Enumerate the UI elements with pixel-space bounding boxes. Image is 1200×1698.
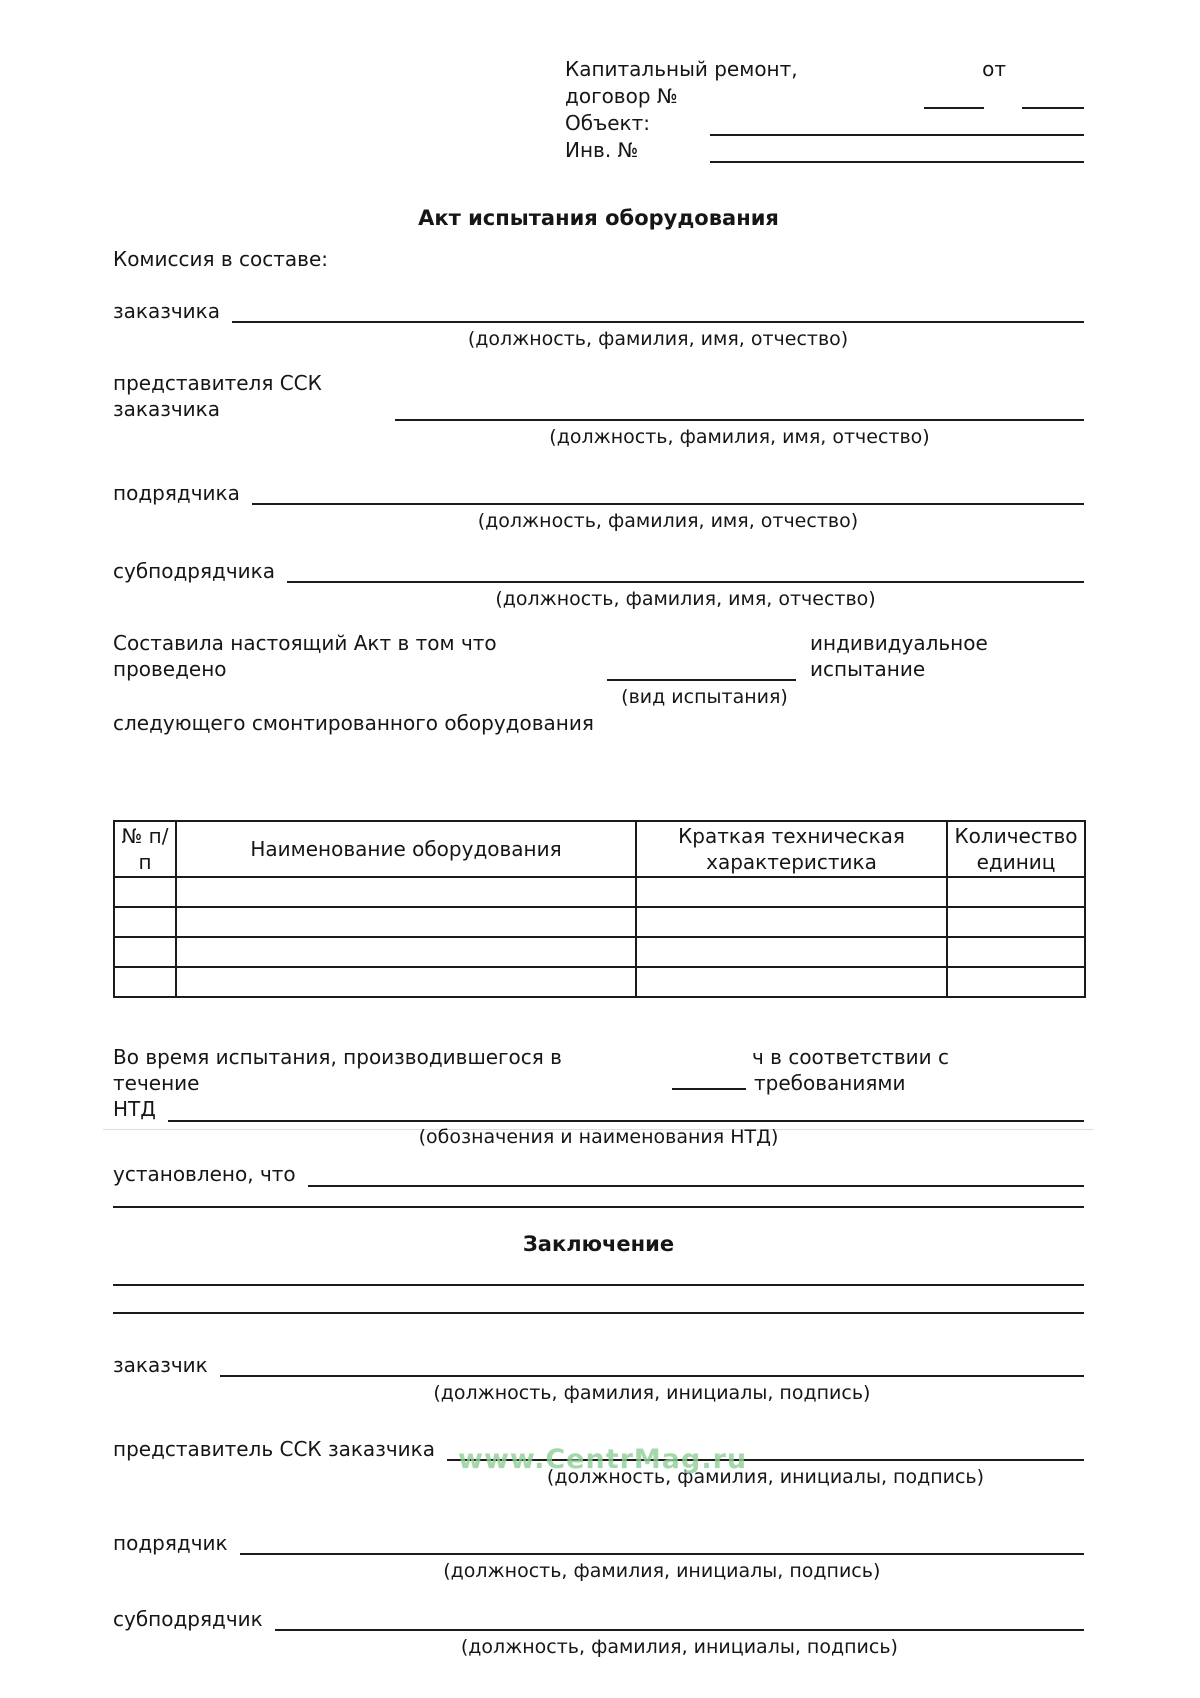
ntd-row — [113, 1096, 1084, 1123]
conditions-line1-left: Во время испытания, производившегося в — [113, 1045, 562, 1069]
table-cell[interactable] — [636, 907, 947, 937]
ssk-representative-label — [113, 370, 383, 422]
signature-customer-blank[interactable] — [220, 1375, 1084, 1377]
conditions-line2-left: течение — [113, 1071, 200, 1095]
table-cell[interactable] — [176, 967, 636, 997]
established-label: установлено, что — [113, 1162, 296, 1186]
field-subcontractor — [113, 558, 1084, 612]
table-cell[interactable] — [947, 967, 1085, 997]
repair-type-label: Капитальный ремонт, — [565, 57, 798, 81]
object-blank[interactable] — [710, 134, 1084, 136]
signature-caption: (должность, фамилия, инициалы, подпись) — [460, 1636, 898, 1658]
table-cell[interactable] — [176, 907, 636, 937]
ssk-label-line2: заказчика — [113, 397, 221, 421]
ntd-caption: (обозначения и наименования НТД) — [418, 1126, 779, 1148]
table-cell[interactable] — [114, 907, 176, 937]
field-ssk-representative — [113, 370, 1084, 450]
statement-line2-right: испытание — [810, 657, 926, 681]
table-row — [114, 877, 1085, 907]
signature-contractor-blank[interactable] — [240, 1553, 1084, 1555]
fio-caption: (должность, фамилия, имя, отчество) — [495, 588, 876, 610]
subcontractor-name-blank[interactable] — [287, 581, 1084, 583]
watermark: www.CentrMag.ru — [458, 1444, 748, 1475]
equipment-table — [113, 820, 1086, 998]
table-cell[interactable] — [947, 937, 1085, 967]
commission-intro: Комиссия в составе: — [113, 247, 329, 271]
page-title: Акт испытания оборудования — [418, 206, 779, 230]
established-blank[interactable] — [308, 1185, 1084, 1187]
header-row-object — [565, 110, 1084, 137]
table-cell[interactable] — [114, 967, 176, 997]
table-cell[interactable] — [114, 877, 176, 907]
table-cell[interactable] — [176, 937, 636, 967]
statement-line1-left: Составила настоящий Акт в том что — [113, 631, 497, 655]
conclusion-heading: Заключение — [522, 1232, 675, 1256]
duration-hours-blank[interactable] — [672, 1085, 746, 1090]
following-equipment-line: следующего смонтированного оборудования — [113, 711, 594, 735]
statement-section — [113, 630, 1084, 710]
header-row-inventory — [565, 137, 1084, 164]
inventory-number-label: Инв. № — [565, 138, 639, 162]
contract-label: договор № — [565, 84, 678, 108]
signature-contractor — [113, 1530, 1084, 1584]
conclusion-line-blank[interactable] — [113, 1312, 1084, 1314]
contractor-label: подрядчика — [113, 481, 240, 505]
table-row — [114, 907, 1085, 937]
table-cell[interactable] — [947, 907, 1085, 937]
col-header-equipment-name: Наименование оборудования — [176, 821, 636, 877]
ssk-representative-name-blank[interactable] — [395, 419, 1084, 421]
signature-customer — [113, 1352, 1084, 1406]
signature-caption: (должность, фамилия, инициалы, подпись) — [443, 1560, 881, 1582]
statement-line1-right: индивидуальное — [810, 631, 988, 655]
customer-label: заказчика — [113, 299, 221, 323]
ntd-label: НТД — [113, 1097, 156, 1121]
fio-caption: (должность, фамилия, имя, отчество) — [477, 510, 859, 532]
table-cell[interactable] — [176, 877, 636, 907]
table-row — [114, 967, 1085, 997]
test-type-blank[interactable] — [607, 679, 796, 681]
contract-number-blank[interactable] — [924, 107, 984, 109]
fio-caption: (должность, фамилия, имя, отчество) — [549, 426, 930, 448]
col-header-unit-count: Количество единиц — [947, 821, 1085, 877]
signature-ssk-representative — [113, 1436, 1084, 1490]
test-conditions-section — [113, 1044, 1084, 1096]
requirements-label: требованиями — [754, 1071, 906, 1095]
signature-ssk-blank[interactable] — [447, 1459, 1084, 1461]
signature-subcontractor-blank[interactable] — [275, 1629, 1084, 1631]
header-row-contract — [565, 83, 1084, 110]
table-cell[interactable] — [636, 877, 947, 907]
from-label: от — [982, 57, 1006, 81]
signature-caption: (должность, фамилия, инициалы, подпись) — [433, 1382, 871, 1404]
header-row-repair — [565, 56, 1084, 83]
col-header-number: № п/п — [114, 821, 176, 877]
table-header-row — [114, 821, 1085, 877]
object-label: Объект: — [565, 111, 650, 135]
ssk-label-line1: представителя ССК — [113, 371, 322, 395]
equipment-table-body — [114, 877, 1085, 997]
signature-ssk-label: представитель ССК заказчика — [113, 1437, 435, 1461]
table-cell[interactable] — [114, 937, 176, 967]
field-customer — [113, 298, 1084, 352]
table-cell[interactable] — [636, 937, 947, 967]
signature-subcontractor-label: субподрядчик — [113, 1607, 263, 1631]
table-row — [114, 937, 1085, 967]
ntd-blank[interactable] — [168, 1120, 1084, 1122]
signature-contractor-label: подрядчик — [113, 1531, 228, 1555]
signature-customer-label: заказчик — [113, 1353, 208, 1377]
test-type-caption: (вид испытания) — [621, 686, 788, 708]
table-cell[interactable] — [636, 967, 947, 997]
conclusion-line-blank[interactable] — [113, 1284, 1084, 1286]
writing-line-blank[interactable] — [113, 1206, 1084, 1208]
contractor-name-blank[interactable] — [252, 503, 1084, 505]
fio-caption: (должность, фамилия, имя, отчество) — [467, 328, 849, 350]
inventory-number-blank[interactable] — [710, 161, 1084, 163]
contract-date-blank[interactable] — [1022, 107, 1084, 109]
customer-name-blank[interactable] — [232, 321, 1084, 323]
conditions-line2-right-wrap — [672, 1070, 1084, 1096]
header-block — [565, 56, 1084, 164]
conditions-line1-right: ч в соответствии с — [752, 1045, 949, 1069]
field-contractor — [113, 480, 1084, 534]
col-header-tech-spec: Краткая техническая характеристика — [636, 821, 947, 877]
established-row — [113, 1161, 1084, 1188]
table-cell[interactable] — [947, 877, 1085, 907]
statement-line2-left: проведено — [113, 657, 227, 681]
signature-caption: (должность, фамилия, инициалы, подпись) — [546, 1466, 985, 1488]
signature-subcontractor — [113, 1606, 1084, 1660]
subcontractor-label: субподрядчика — [113, 559, 276, 583]
